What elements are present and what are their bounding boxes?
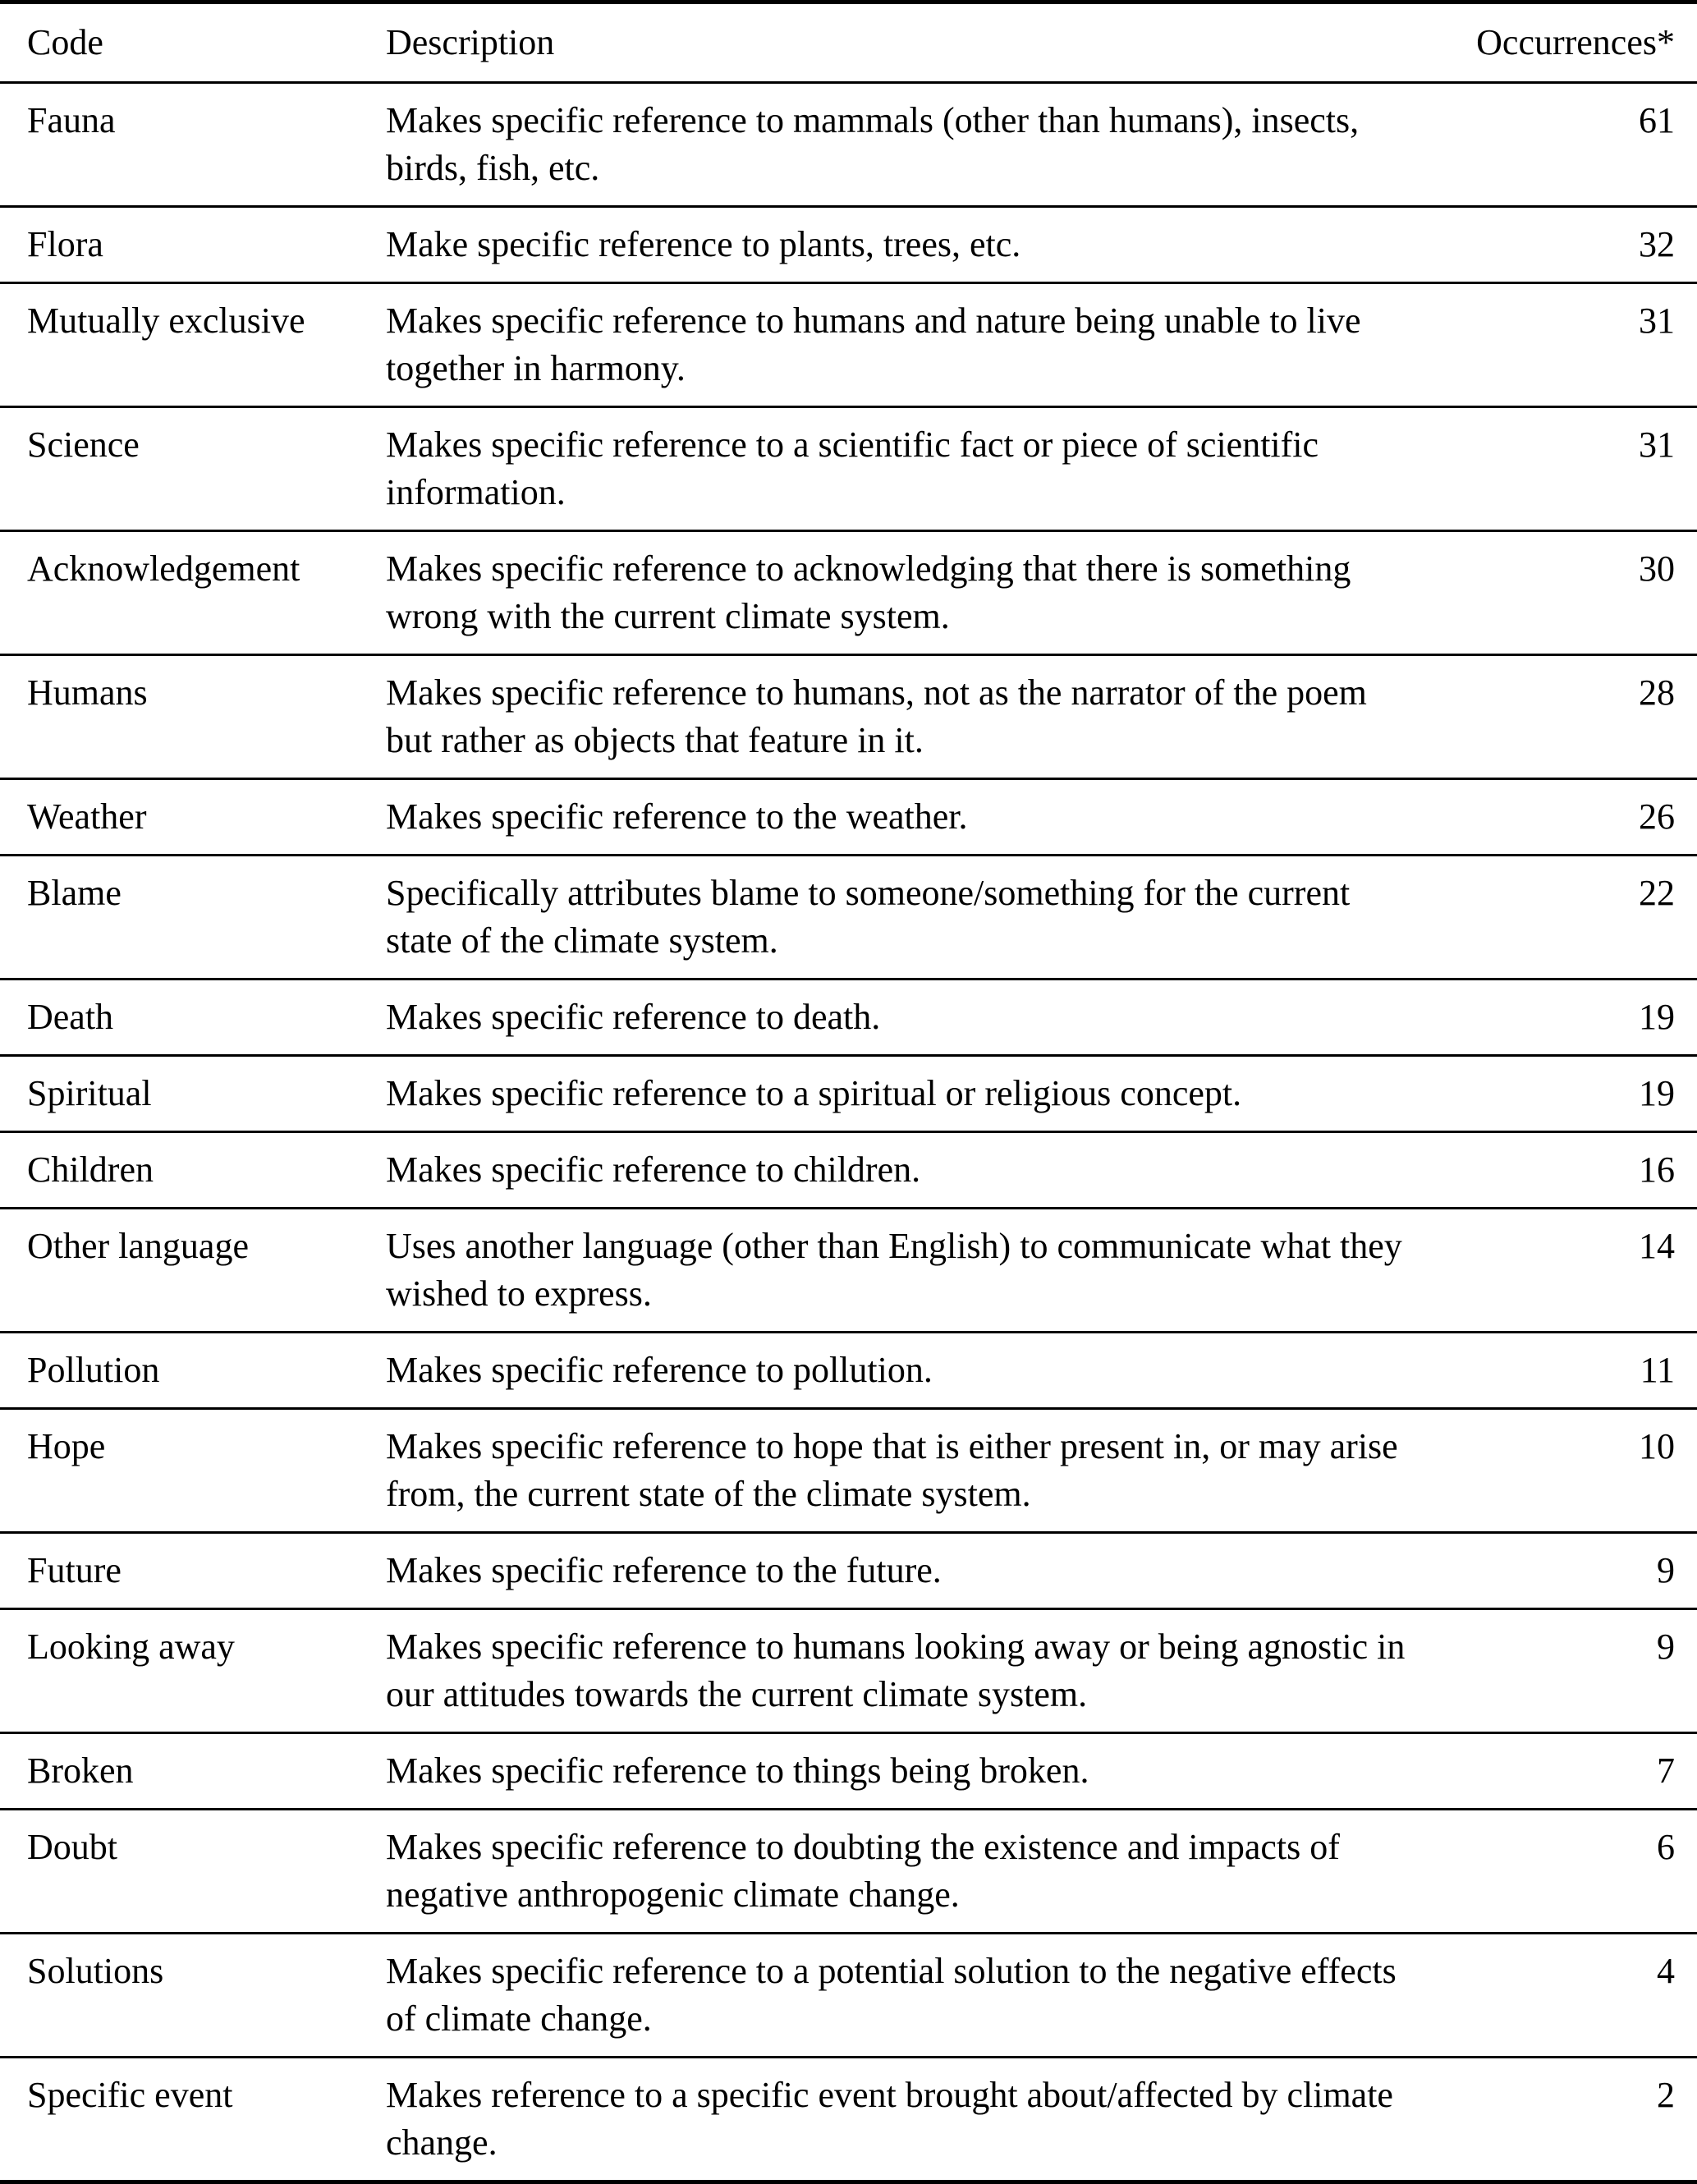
row-code-cell: Broken <box>0 1733 386 1810</box>
row-occurrences-cell: 26 <box>1453 779 1697 856</box>
column-header-code: Code <box>0 2 386 83</box>
row-code-cell: Acknowledgement <box>0 531 386 655</box>
row-occurrences-cell: 30 <box>1453 531 1697 655</box>
table-row <box>0 1409 1697 1533</box>
row-code-cell: Fauna <box>0 83 386 207</box>
row-occurrences-cell: 31 <box>1453 283 1697 407</box>
table-row <box>0 856 1697 980</box>
table-row <box>0 655 1697 779</box>
table-row <box>0 531 1697 655</box>
row-occurrences-cell: 2 <box>1453 2058 1697 2182</box>
row-description-cell: Makes specific reference to humans, not as the narrator of the poem but rather as objects that feature in it. <box>386 655 1453 779</box>
row-code-cell: Other language <box>0 1209 386 1333</box>
table-row <box>0 1209 1697 1333</box>
row-code-cell: Humans <box>0 655 386 779</box>
table-row <box>0 1810 1697 1934</box>
row-description-cell: Makes specific reference to the weather. <box>386 779 1453 856</box>
row-description-cell: Makes reference to a specific event brought about/affected by climate change. <box>386 2058 1453 2182</box>
row-code-cell: Pollution <box>0 1333 386 1409</box>
row-occurrences-cell: 10 <box>1453 1409 1697 1533</box>
table-row <box>0 1333 1697 1409</box>
row-code-cell: Children <box>0 1132 386 1209</box>
row-code-cell: Specific event <box>0 2058 386 2182</box>
table-row <box>0 407 1697 531</box>
row-code-cell: Mutually exclusive <box>0 283 386 407</box>
table-row <box>0 1733 1697 1810</box>
table-row <box>0 2058 1697 2182</box>
row-code-cell: Solutions <box>0 1934 386 2058</box>
row-occurrences-cell: 22 <box>1453 856 1697 980</box>
row-description-cell: Makes specific reference to things being broken. <box>386 1733 1453 1810</box>
table-row <box>0 779 1697 856</box>
row-occurrences-cell: 61 <box>1453 83 1697 207</box>
row-code-cell: Doubt <box>0 1810 386 1934</box>
row-occurrences-cell: 28 <box>1453 655 1697 779</box>
row-occurrences-cell: 32 <box>1453 207 1697 283</box>
column-header-description: Description <box>386 2 1453 83</box>
row-code-cell: Looking away <box>0 1609 386 1733</box>
row-occurrences-cell: 11 <box>1453 1333 1697 1409</box>
table-row <box>0 980 1697 1056</box>
row-description-cell: Makes specific reference to hope that is either present in, or may arise from, the current state of the climate system. <box>386 1409 1453 1533</box>
row-description-cell: Makes specific reference to pollution. <box>386 1333 1453 1409</box>
table-row <box>0 1609 1697 1733</box>
row-code-cell: Hope <box>0 1409 386 1533</box>
row-description-cell: Makes specific reference to doubting the existence and impacts of negative anthropogenic climate change. <box>386 1810 1453 1934</box>
table-row <box>0 1934 1697 2058</box>
row-occurrences-cell: 4 <box>1453 1934 1697 2058</box>
table-row <box>0 283 1697 407</box>
row-code-cell: Blame <box>0 856 386 980</box>
row-description-cell: Uses another language (other than English) to communicate what they wished to express. <box>386 1209 1453 1333</box>
row-occurrences-cell: 16 <box>1453 1132 1697 1209</box>
table-header-row <box>0 2 1697 83</box>
row-code-cell: Future <box>0 1533 386 1609</box>
row-description-cell: Makes specific reference to a scientific fact or piece of scientific information. <box>386 407 1453 531</box>
row-description-cell: Make specific reference to plants, trees, etc. <box>386 207 1453 283</box>
row-code-cell: Flora <box>0 207 386 283</box>
table-row <box>0 83 1697 207</box>
row-description-cell: Makes specific reference to acknowledging that there is something wrong with the current climate system. <box>386 531 1453 655</box>
row-description-cell: Makes specific reference to humans and nature being unable to live together in harmony. <box>386 283 1453 407</box>
row-occurrences-cell: 19 <box>1453 980 1697 1056</box>
row-occurrences-cell: 9 <box>1453 1609 1697 1733</box>
row-code-cell: Weather <box>0 779 386 856</box>
column-header-occurrences: Occurrences* <box>1453 2 1697 83</box>
table-row <box>0 207 1697 283</box>
table-row <box>0 1056 1697 1132</box>
row-code-cell: Science <box>0 407 386 531</box>
row-code-cell: Death <box>0 980 386 1056</box>
row-description-cell: Makes specific reference to mammals (other than humans), insects, birds, fish, etc. <box>386 83 1453 207</box>
row-occurrences-cell: 14 <box>1453 1209 1697 1333</box>
row-code-cell: Spiritual <box>0 1056 386 1132</box>
row-occurrences-cell: 31 <box>1453 407 1697 531</box>
row-description-cell: Specifically attributes blame to someone/something for the current state of the climate system. <box>386 856 1453 980</box>
row-description-cell: Makes specific reference to a potential solution to the negative effects of climate change. <box>386 1934 1453 2058</box>
row-occurrences-cell: 19 <box>1453 1056 1697 1132</box>
row-description-cell: Makes specific reference to children. <box>386 1132 1453 1209</box>
row-occurrences-cell: 7 <box>1453 1733 1697 1810</box>
row-description-cell: Makes specific reference to a spiritual or religious concept. <box>386 1056 1453 1132</box>
row-occurrences-cell: 9 <box>1453 1533 1697 1609</box>
row-description-cell: Makes specific reference to the future. <box>386 1533 1453 1609</box>
row-occurrences-cell: 6 <box>1453 1810 1697 1934</box>
table-row <box>0 1132 1697 1209</box>
row-description-cell: Makes specific reference to death. <box>386 980 1453 1056</box>
row-description-cell: Makes specific reference to humans looking away or being agnostic in our attitudes towards the current climate system. <box>386 1609 1453 1733</box>
table-row <box>0 1533 1697 1609</box>
